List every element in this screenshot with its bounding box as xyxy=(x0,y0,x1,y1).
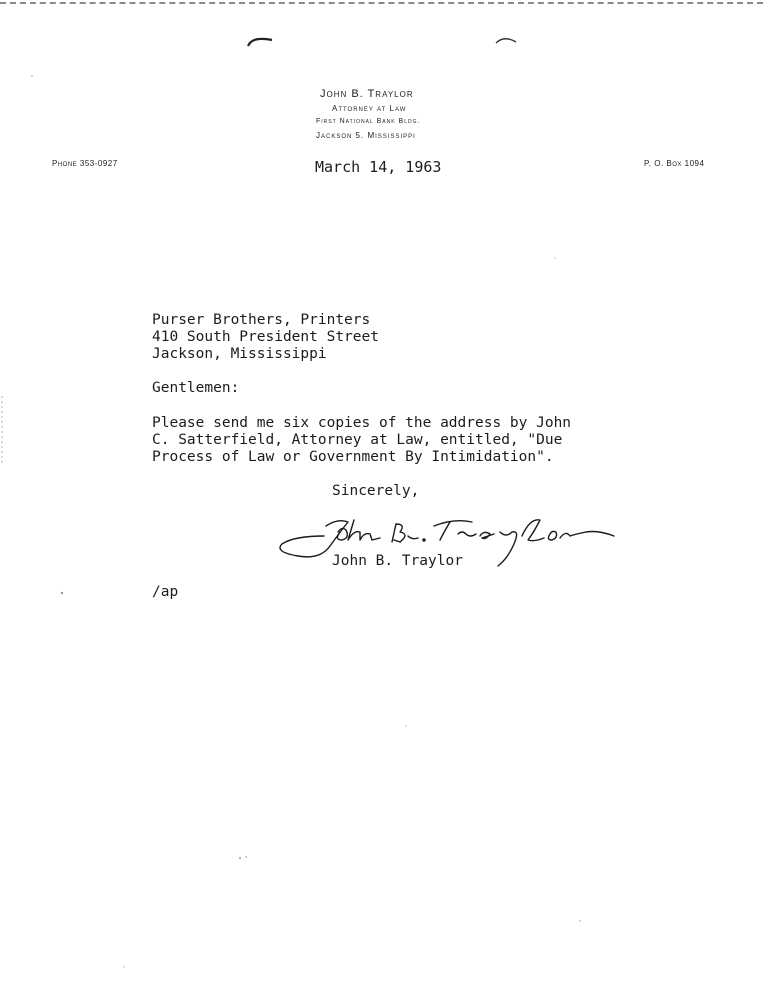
recipient-line-2: 410 South President Street xyxy=(152,329,379,345)
closing: Sincerely, xyxy=(332,483,420,499)
signature-typed-name: John B. Traylor xyxy=(332,553,463,569)
recipient-line-3: Jackson, Mississippi xyxy=(152,346,327,362)
letterhead-name: John B. Traylor xyxy=(320,88,414,100)
letterhead-city: Jackson 5. Mississippi xyxy=(316,131,416,140)
letterhead-po-box: P. O. Box 1094 xyxy=(644,159,705,168)
typist-initials: /ap xyxy=(152,584,179,600)
letter-date: March 14, 1963 xyxy=(315,158,442,176)
letterhead-phone: Phone 353-0927 xyxy=(52,159,118,168)
salutation: Gentlemen: xyxy=(152,380,240,396)
body-line-2: C. Satterfield, Attorney at Law, entitled, "Due xyxy=(152,432,563,448)
recipient-line-1: Purser Brothers, Printers xyxy=(152,312,371,328)
letterhead-title: Attorney at Law xyxy=(332,104,407,113)
body-line-1: Please send me six copies of the address by John xyxy=(152,415,572,431)
letterhead-building: First National Bank Bldg. xyxy=(316,118,421,125)
body-line-3: Process of Law or Government By Intimidation". xyxy=(152,449,554,465)
